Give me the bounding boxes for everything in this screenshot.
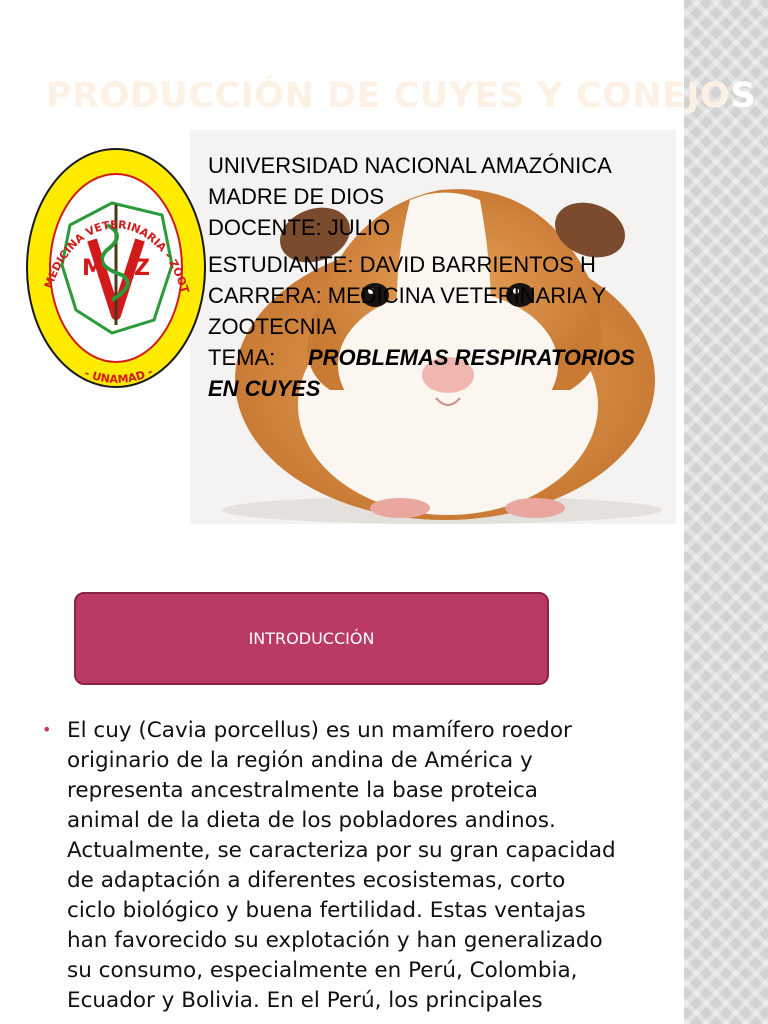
paragraph-line: originario de la región andina de América y	[67, 748, 533, 773]
presentation-info	[208, 150, 688, 404]
university-name-line2: MADRE DE DIOS	[208, 184, 385, 209]
paragraph-line: ciclo biológico y buena fertilidad. Estas ventajas	[67, 898, 586, 923]
unamad-logo	[22, 145, 210, 391]
tema-line	[208, 342, 688, 373]
paragraph-line: animal de la dieta de los pobladores andinos.	[67, 808, 556, 833]
intro-paragraph	[67, 716, 667, 1016]
logo-bottom-text: - UNAMAD -	[82, 365, 155, 387]
decorative-side-strip	[684, 0, 768, 1024]
tema-label: TEMA:	[208, 345, 276, 370]
university-name-line1: UNIVERSIDAD NACIONAL AMAZÓNICA	[208, 153, 612, 178]
logo-letter-z: Z	[134, 256, 150, 281]
paragraph-line: El cuy (Cavia porcellus) es un mamífero roedor	[67, 718, 572, 743]
paragraph-line: Actualmente, se caracteriza por su gran capacidad	[67, 838, 616, 863]
slide-title	[46, 76, 757, 116]
tema-value-line2: EN CUYES	[208, 376, 321, 401]
paragraph-line: representa ancestralmente la base proteica	[67, 778, 538, 803]
logo-top-text: MEDICINA VETERINARIA - ZOOT	[42, 218, 192, 295]
slide-title-last-letter: S	[730, 76, 757, 116]
slide-title-main: PRODUCCIÓN DE CUYES Y CONEJO	[46, 76, 731, 116]
paragraph-line: Ecuador y Bolivia. En el Perú, los principales	[67, 988, 543, 1013]
estudiante-line: ESTUDIANTE: DAVID BARRIENTOS H	[208, 252, 596, 277]
carrera-line2: ZOOTECNIA	[208, 314, 337, 339]
carrera-line1: CARRERA: MEDICINA VETERINARIA Y	[208, 283, 607, 308]
bullet-icon: •	[42, 720, 52, 739]
tema-value-line1: PROBLEMAS RESPIRATORIOS	[308, 345, 635, 370]
introduccion-button[interactable]	[74, 592, 549, 685]
paragraph-line: de adaptación a diferentes ecosistemas, corto	[67, 868, 566, 893]
docente-line: DOCENTE: JULIO	[208, 215, 391, 240]
introduccion-label: INTRODUCCIÓN	[248, 629, 375, 648]
paragraph-line: su consumo, especialmente en Perú, Colombia,	[67, 958, 578, 983]
logo-letter-m: M	[82, 256, 104, 281]
paragraph-line: han favorecido su explotación y han generalizado	[67, 928, 603, 953]
